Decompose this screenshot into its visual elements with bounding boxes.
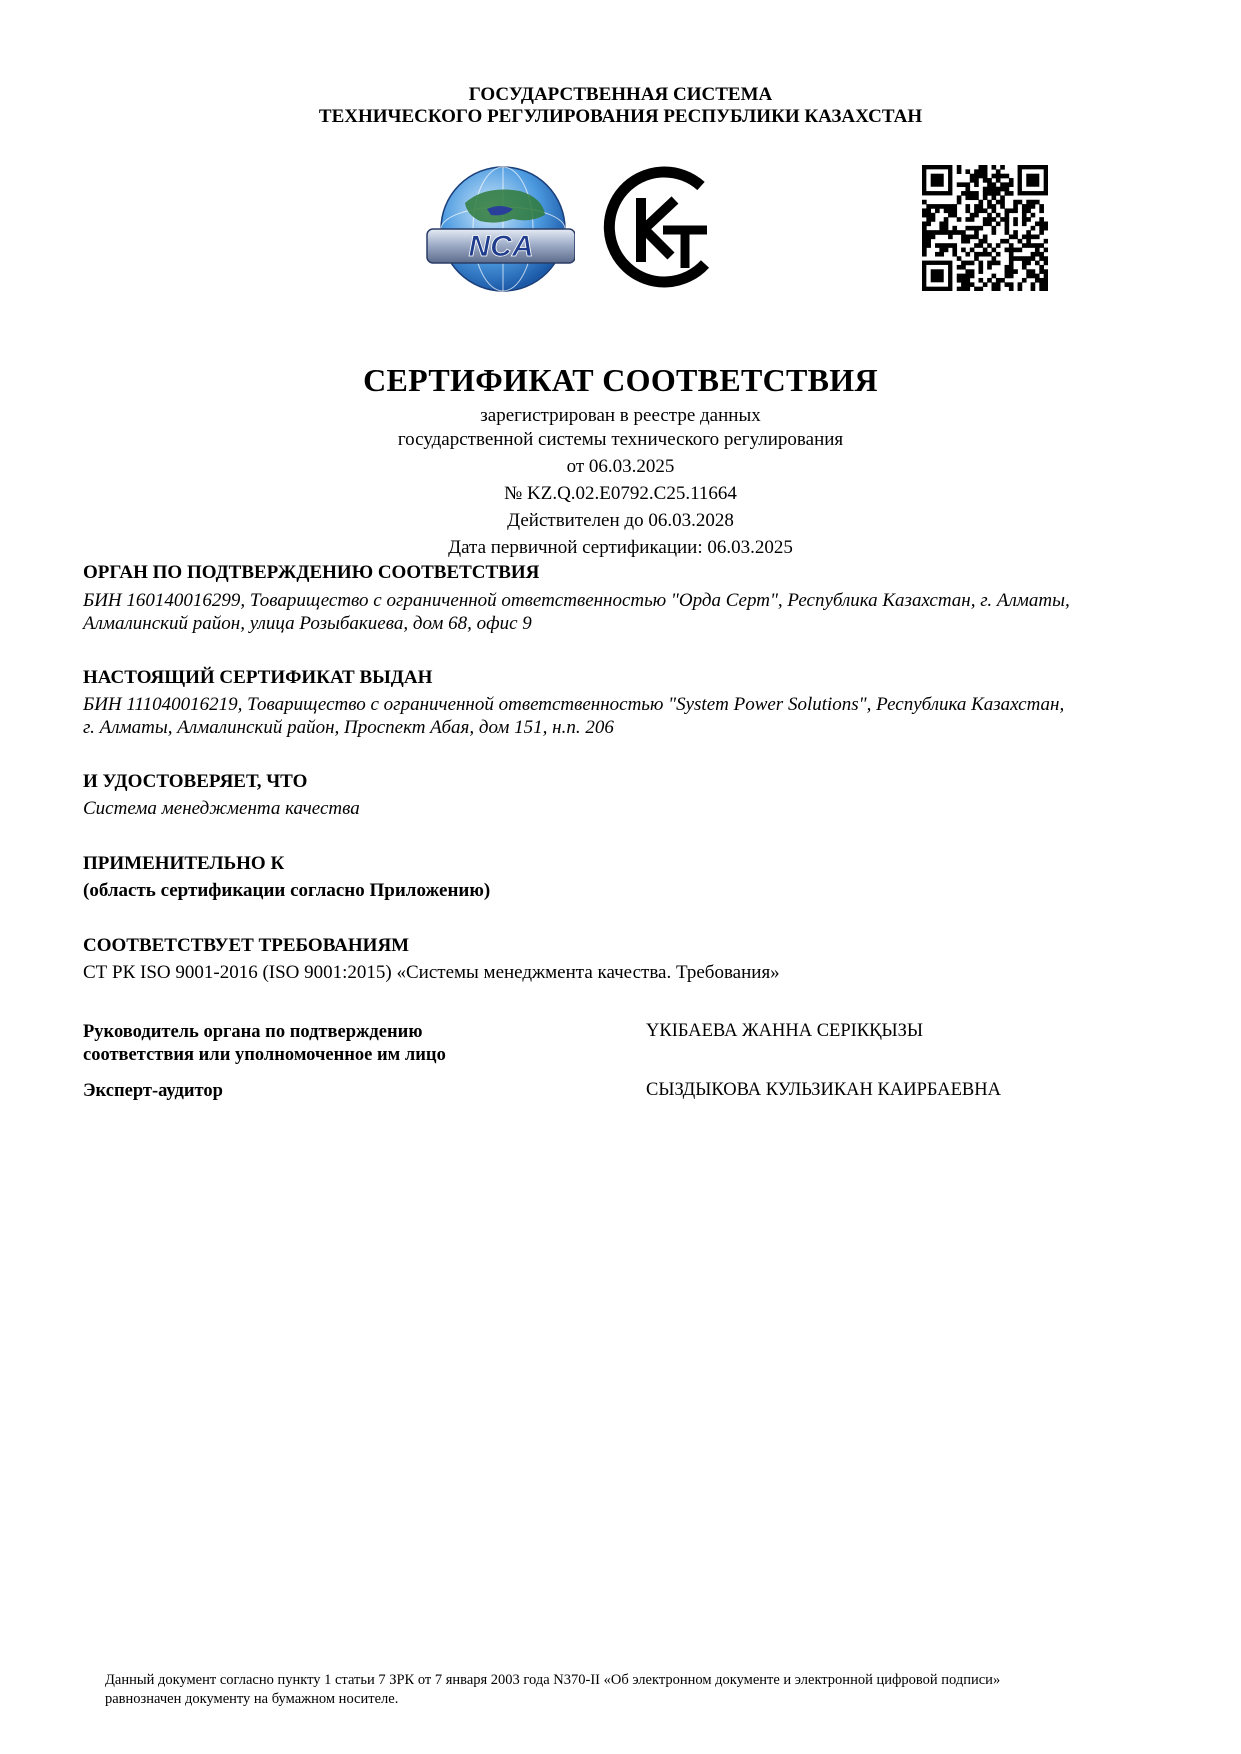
registered-line2: государственной системы технического регулирования xyxy=(397,429,844,450)
qr-code xyxy=(922,165,1048,291)
complies-text: СТ РК ISO 9001-2016 (ISO 9001:2015) «Системы менеджмента качества. Требования» xyxy=(83,962,780,983)
system-header-line1: ГОСУДАРСТВЕННАЯ СИСТЕМА xyxy=(468,84,773,105)
applicable-text: (область сертификации согласно Приложению) xyxy=(83,880,491,901)
nca-logo xyxy=(425,163,575,295)
valid-until: Действителен до 06.03.2028 xyxy=(507,510,734,531)
applicable-heading: ПРИМЕНИТЕЛЬНО К xyxy=(83,853,285,874)
certifies-text: Система менеджмента качества xyxy=(83,798,360,819)
registered-line1: зарегистрирован в реестре данных xyxy=(480,405,761,426)
initial-cert-date: Дата первичной сертификации: 06.03.2025 xyxy=(448,537,793,558)
head-label-line2: соответствия или уполномоченное им лицо xyxy=(83,1045,446,1065)
issued-heading: НАСТОЯЩИЙ СЕРТИФИКАТ ВЫДАН xyxy=(83,667,433,688)
certificate-title: СЕРТИФИКАТ СООТВЕТСТВИЯ xyxy=(363,362,878,398)
footer-line1: Данный документ согласно пункту 1 статьи 7 ЗРК от 7 января 2003 года N370-II «Об электронном документе и электронной цифровой подписи» xyxy=(105,1672,1001,1688)
kz-conformity-mark xyxy=(601,164,719,292)
body-text-line2: Алмалинский район, улица Розыбакиева, дом 68, офис 9 xyxy=(83,613,532,634)
issued-text-line1: БИН 111040016219, Товарищество с ограниченной ответственностью "System Power Solutions", Республика Казахстан, xyxy=(83,694,1065,715)
certificate-number: № KZ.Q.02.E0792.C25.11664 xyxy=(504,483,737,504)
footer-line2: равнозначен документу на бумажном носителе. xyxy=(105,1691,399,1707)
body-text-line1: БИН 160140016299, Товарищество с ограниченной ответственностью "Орда Серт", Республика Казахстан, г. Алматы, xyxy=(83,590,1070,611)
certificate-date: от 06.03.2025 xyxy=(566,456,675,477)
head-name: ҮКІБАЕВА ЖАННА СЕРІКҚЫЗЫ xyxy=(646,1021,924,1041)
issued-text-line2: г. Алматы, Алмалинский район, Проспект Абая, дом 151, н.п. 206 xyxy=(83,717,614,738)
head-label-line1: Руководитель органа по подтверждению xyxy=(83,1022,423,1042)
certifies-heading: И УДОСТОВЕРЯЕТ, ЧТО xyxy=(83,771,308,792)
body-heading: ОРГАН ПО ПОДТВЕРЖДЕНИЮ СООТВЕТСТВИЯ xyxy=(83,562,540,583)
expert-name: СЫЗДЫКОВА КУЛЬЗИКАН КАИРБАЕВНА xyxy=(646,1080,1001,1100)
complies-heading: СООТВЕТСТВУЕТ ТРЕБОВАНИЯМ xyxy=(83,935,410,956)
nca-logo-text: NCA xyxy=(468,230,534,263)
system-header-line2: ТЕХНИЧЕСКОГО РЕГУЛИРОВАНИЯ РЕСПУБЛИКИ КАЗАХСТАН xyxy=(318,106,923,127)
expert-label: Эксперт-аудитор xyxy=(83,1081,223,1101)
